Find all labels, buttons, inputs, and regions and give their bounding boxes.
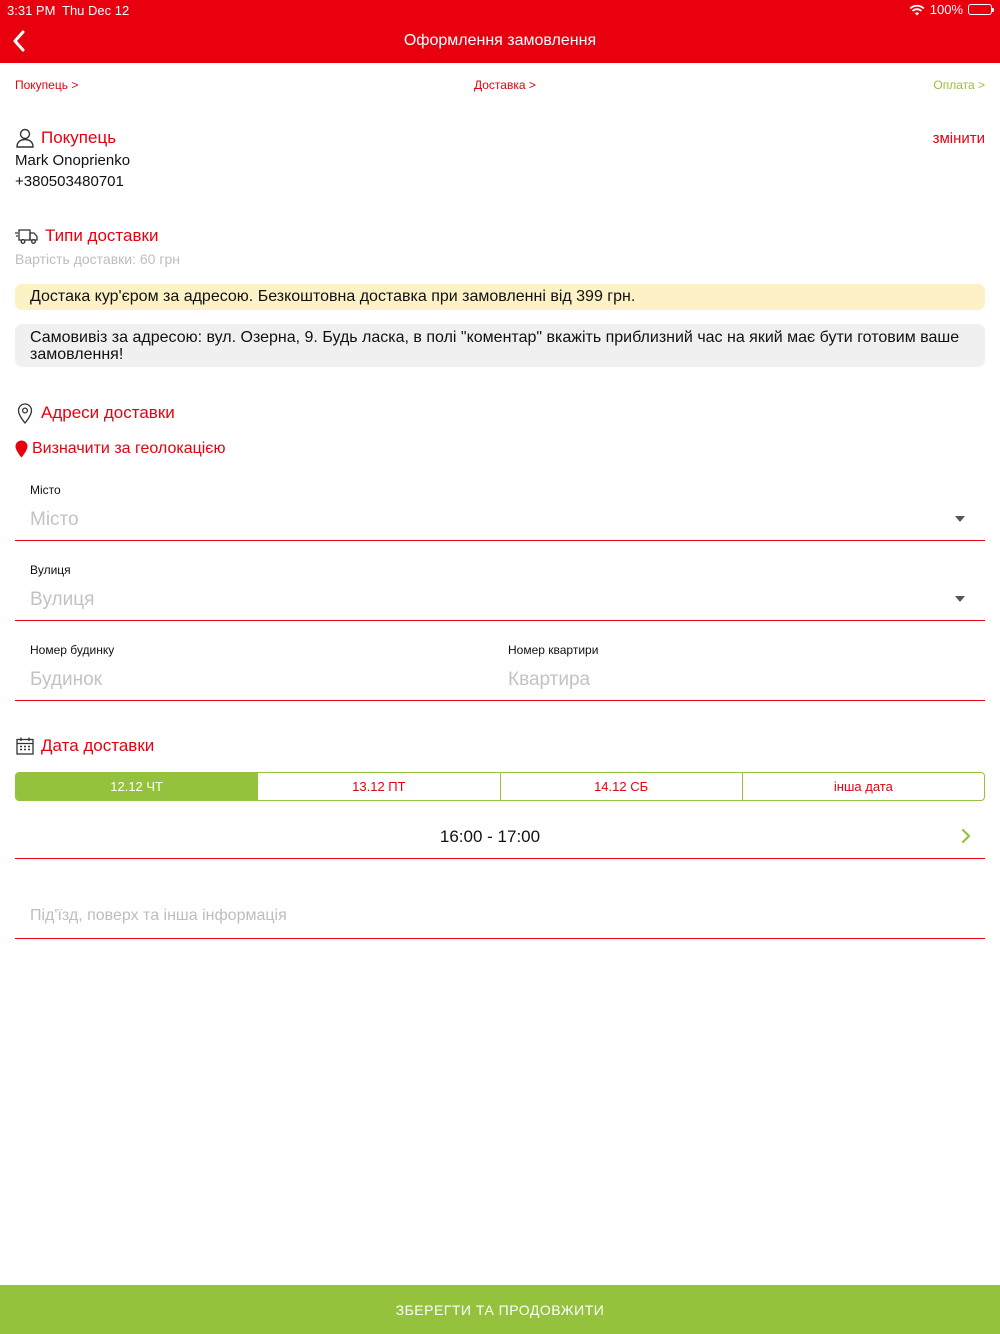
truck-icon (15, 227, 39, 245)
step-payment[interactable]: Оплата > (933, 78, 985, 92)
apartment-input[interactable]: Квартира (508, 669, 591, 690)
save-continue-button[interactable]: ЗБЕРЕГТИ ТА ПРОДОВЖИТИ (0, 1285, 1000, 1334)
comment-input[interactable] (15, 894, 985, 939)
geolocation-label: Визначити за геолокацією (32, 440, 226, 457)
comment-placeholder: Під'їзд, поверх та інша інформація (30, 907, 287, 924)
buyer-name: Mark Onoprienko (15, 152, 131, 169)
city-field[interactable] (15, 480, 985, 541)
date-selector (15, 772, 985, 801)
date-option-14-12[interactable]: 14.12 СБ (500, 773, 742, 800)
delivery-types-title-row (15, 226, 158, 246)
house-input[interactable]: Будинок (30, 669, 102, 690)
step-delivery[interactable]: Доставка > (474, 78, 536, 92)
location-pin-icon (15, 402, 35, 424)
user-icon (15, 128, 35, 148)
header-bar (0, 0, 1000, 63)
battery-icon (968, 4, 992, 15)
change-buyer-link[interactable]: змінити (932, 130, 985, 147)
status-time: 3:31 PM (7, 3, 56, 18)
address-title-row (15, 402, 175, 424)
geolocation-button[interactable] (15, 440, 225, 458)
delivery-date-title: Дата доставки (41, 736, 155, 755)
delivery-types-title: Типи доставки (45, 226, 159, 245)
wifi-icon (909, 4, 925, 16)
map-marker-icon (15, 440, 28, 458)
dropdown-arrow-icon (955, 596, 965, 602)
buyer-section-title (15, 128, 116, 148)
date-option-12-12[interactable]: 12.12 ЧТ (16, 773, 257, 800)
checkout-steps (15, 78, 985, 94)
status-bar (0, 0, 1000, 20)
house-label: Номер будинку (30, 643, 115, 657)
time-slot-selector[interactable] (15, 815, 985, 859)
house-apartment-row (15, 640, 985, 701)
dropdown-arrow-icon (955, 516, 965, 522)
apartment-label: Номер квартири (508, 643, 599, 657)
delivery-option-label: Достака кур'єром за адресою. Безкоштовна доставка при замовленні від 399 грн. (30, 288, 636, 305)
status-right (909, 2, 992, 17)
battery-percent: 100% (929, 2, 963, 17)
time-slot-value: 16:00 - 17:00 (439, 827, 541, 846)
address-title: Адреси доставки (41, 403, 175, 422)
status-date: Thu Dec 12 (62, 3, 130, 18)
street-field[interactable] (15, 560, 985, 621)
city-placeholder: Місто (30, 509, 79, 530)
delivery-option-label: Самовивіз за адресою: вул. Озерна, 9. Будь ласка, в полі "коментар" вкажіть приблизний час на який має бути готовим ваше замовлення! (30, 328, 960, 363)
city-label: Місто (30, 483, 61, 497)
chevron-right-icon (961, 828, 971, 844)
delivery-date-title-row (15, 736, 154, 756)
street-placeholder: Вулиця (30, 589, 95, 610)
buyer-title: Покупець (41, 128, 117, 147)
date-option-other[interactable]: інша дата (742, 773, 984, 800)
delivery-option-courier[interactable] (15, 284, 985, 310)
step-buyer[interactable]: Покупець > (15, 78, 79, 92)
date-option-13-12[interactable]: 13.12 ПТ (257, 773, 499, 800)
buyer-phone: +380503480701 (15, 173, 124, 190)
delivery-option-pickup[interactable] (15, 324, 985, 367)
delivery-cost: Вартість доставки: 60 грн (15, 251, 180, 267)
street-label: Вулиця (30, 563, 71, 577)
calendar-icon (15, 736, 35, 756)
page-title: Оформлення замовлення (403, 32, 597, 49)
